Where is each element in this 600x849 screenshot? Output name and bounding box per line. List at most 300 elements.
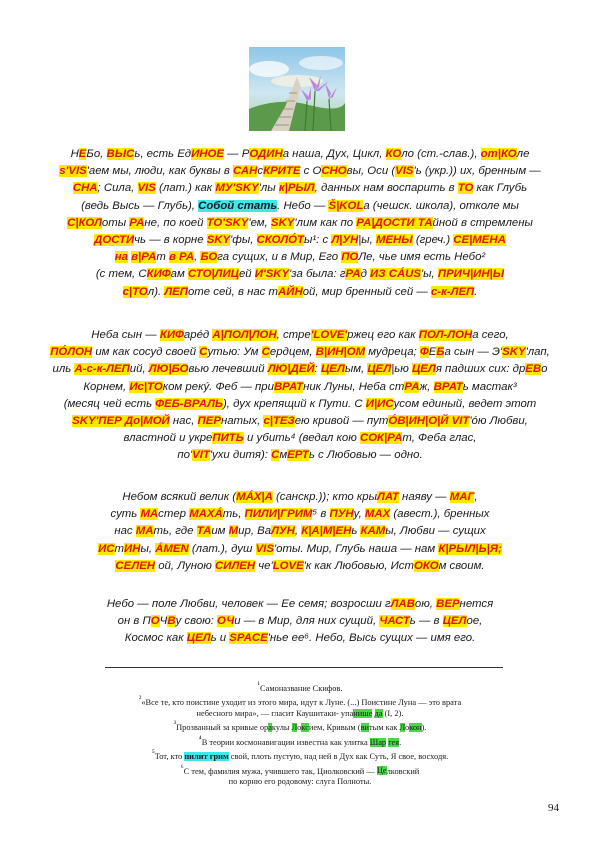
highlighted-fragment: СКОЛÓТ	[256, 234, 304, 247]
text-fragment: , данных нам воспарить в	[314, 182, 458, 195]
text-fragment: (лат.), душ	[188, 542, 256, 555]
footnote-marker: ¹	[257, 680, 261, 689]
text-fragment: л).	[147, 285, 165, 298]
text-fragment: нется	[459, 598, 494, 610]
highlighted-fragment: ПО	[341, 251, 359, 264]
poem-line	[20, 596, 580, 613]
poem-line	[20, 361, 580, 378]
text-fragment: (месяц чей есть	[63, 397, 156, 410]
text-fragment: вы, Оси (	[346, 165, 396, 178]
poem-line	[20, 506, 580, 523]
text-fragment: лковский	[386, 766, 420, 776]
highlighted-fragment: ÓВ|ИН|О|Й VIT	[388, 415, 470, 428]
highlighted-fragment: ОКО	[413, 559, 439, 572]
text-fragment: — Р	[224, 148, 250, 160]
poem-line	[20, 489, 580, 506]
highlighted-fragment: КАМ	[360, 525, 386, 538]
text-fragment: м	[279, 449, 288, 462]
footnote	[60, 777, 540, 788]
text-fragment: 'аем мы, люди, как буквы в	[86, 165, 233, 178]
poem-line	[20, 413, 580, 430]
text-fragment: Неба сын —	[91, 329, 160, 341]
text-fragment: 'ухи дитя):	[209, 449, 272, 462]
highlighted-fragment: И'SKY	[254, 268, 290, 281]
highlighted-fragment: К|РЫЛ|Ь|Я;	[438, 542, 502, 555]
text-fragment: 'ь (укр.)) их, бренным —	[413, 165, 541, 178]
highlighted-fragment: МАХÁ	[189, 508, 223, 521]
footnote	[60, 763, 540, 777]
text-fragment: йной в стремлены	[432, 216, 533, 229]
highlighted-fragment: РА|ДОСТИ ТА	[356, 216, 433, 229]
highlighted-fragment: СНА	[72, 182, 98, 195]
highlighted-fragment: ЛАВ	[390, 598, 415, 610]
highlighted-fragment: пилит грим	[184, 751, 229, 761]
text-fragment: чь — в корне	[134, 234, 207, 247]
text-fragment: ), дух крепящий к Пути. С	[222, 397, 366, 410]
text-fragment: им как сосуд своей	[92, 346, 200, 359]
footnote	[60, 748, 540, 762]
highlighted-fragment: на	[114, 251, 128, 264]
poem-stanza-4	[20, 596, 580, 648]
highlighted-fragment: Ис|ТО	[129, 380, 163, 393]
poem-stanza-3	[20, 489, 580, 575]
highlighted-fragment: с|ТЕЗ	[263, 415, 295, 428]
footnotes	[60, 680, 540, 788]
poem-line	[20, 430, 580, 447]
text-fragment: 'фы,	[230, 234, 257, 247]
text-fragment: (лат.) как	[155, 182, 216, 195]
poem-line	[20, 198, 580, 215]
text-fragment: кулы	[271, 723, 292, 733]
footnote-marker: ⁵	[151, 748, 155, 758]
highlighted-fragment: к|РЫЛ	[278, 182, 315, 195]
text-fragment: 'ы,	[421, 268, 438, 281]
text-fragment: Корнем,	[83, 380, 130, 393]
highlighted-fragment: ПУН	[329, 508, 354, 521]
text-fragment: утью: Ум	[207, 346, 262, 359]
text-fragment: :	[314, 363, 321, 376]
text-fragment: он в П	[117, 615, 151, 628]
poem-line	[20, 613, 580, 630]
highlighted-fragment: в|РА	[131, 251, 157, 264]
highlighted-fragment: ви	[360, 723, 369, 733]
highlighted-fragment: LOVE	[272, 559, 304, 572]
text-fragment: с О	[300, 165, 322, 178]
highlighted-fragment: М	[228, 525, 239, 538]
highlighted-fragment: кон	[409, 723, 422, 733]
text-fragment: как Глубь	[473, 182, 528, 195]
text-fragment: ь — в	[409, 615, 443, 628]
text-fragment: В теории космонавигации известна как улитка	[201, 737, 370, 747]
highlighted-fragment: ЦЕЛ	[320, 363, 345, 376]
text-fragment: 'оты. Мир, Глубь наша — нам	[273, 542, 439, 555]
text-fragment: иль	[52, 363, 75, 376]
highlighted-fragment: TO'SKY	[206, 216, 249, 229]
highlighted-fragment: А|ПОЛ|ЛОН	[212, 329, 277, 341]
highlighted-fragment: ЕВ	[525, 363, 542, 376]
text-fragment: тым как	[369, 723, 400, 733]
text-fragment: ий,	[129, 363, 149, 376]
highlighted-fragment: МАГ	[449, 491, 475, 503]
highlighted-fragment: МЕНЫ	[375, 234, 413, 247]
text-fragment: Небо — поле Любви, человек — Ее семя; возросши г	[106, 598, 391, 610]
highlighted-fragment: ОДИН	[249, 148, 283, 160]
highlighted-fragment: ЛУН	[271, 525, 295, 538]
text-fragment: (санскр.)); кто кры	[272, 491, 378, 503]
text-fragment: ь мастак³	[462, 380, 517, 393]
footnote	[60, 734, 540, 748]
poem-line	[20, 379, 580, 396]
highlighted-fragment: ЦЕЛ	[186, 632, 211, 645]
highlighted-fragment: С|КОЛ	[67, 216, 102, 229]
text-fragment: Космос как	[124, 632, 187, 645]
text-fragment: ь	[351, 525, 361, 538]
text-fragment: (авест.), бренных	[390, 508, 490, 521]
highlighted-fragment: РА	[404, 380, 420, 393]
highlighted-fragment: ИНОЕ	[191, 148, 224, 160]
highlighted-fragment: ЛЮ|БО	[148, 363, 189, 376]
text-fragment: м своим.	[438, 559, 485, 572]
text-fragment: усом единый, ведет этот	[393, 397, 537, 410]
poem-stanza-2	[20, 327, 580, 465]
poem-stanza-1	[20, 146, 580, 301]
highlighted-fragment: MÁX|A	[236, 491, 273, 503]
highlighted-fragment: кс	[301, 723, 309, 733]
highlighted-fragment: АЙН	[278, 285, 303, 298]
text-fragment: 'лим как по	[294, 216, 357, 229]
text-fragment: ле	[516, 148, 530, 160]
text-fragment: . Небо —	[277, 199, 329, 212]
text-fragment: о	[541, 363, 548, 376]
text-fragment: нас,	[169, 415, 198, 428]
text-fragment: Самоназвание Скифов.	[260, 683, 343, 693]
highlighted-fragment: s'VIS	[59, 165, 87, 178]
text-fragment: , стре	[276, 329, 311, 341]
text-fragment: 'нье ее⁶. Небо, Высь сущих — имя его.	[267, 632, 476, 645]
text-fragment: ердцем,	[269, 346, 316, 359]
text-fragment: Ч	[159, 615, 168, 628]
text-fragment: суть	[110, 508, 141, 521]
highlighted-fragment: СНО	[321, 165, 347, 178]
highlighted-fragment: от|КО	[480, 148, 517, 160]
text-fragment: и — в Мир, для них сущий,	[234, 615, 380, 628]
highlighted-fragment: VIS	[395, 165, 414, 178]
highlighted-fragment: ЕРТ	[287, 449, 309, 462]
text-fragment: 'к как Любовью, Ист	[303, 559, 414, 572]
text-fragment: оты	[101, 216, 130, 229]
text-fragment: ею кривой — пут	[294, 415, 389, 428]
poem-line	[20, 396, 580, 413]
highlighted-fragment: 'LOVE'	[310, 329, 348, 341]
highlighted-fragment: ЦЕЛ	[411, 363, 436, 376]
highlighted-fragment: МАХ	[364, 508, 391, 521]
text-fragment: не, по коей	[144, 216, 207, 229]
text-fragment: оте сей, в нас т	[187, 285, 279, 298]
text-fragment: ком рекý. Феб — при	[162, 380, 274, 393]
text-fragment: у,	[353, 508, 365, 521]
text-fragment: .	[399, 737, 402, 747]
poem-line	[20, 266, 580, 283]
text-fragment: га сущих, и в Мир, Его	[217, 251, 342, 264]
footnote-marker: ⁶	[180, 762, 184, 772]
highlighted-fragment: Š|KOL	[328, 199, 364, 212]
footnote-marker: ³	[173, 719, 177, 729]
text-fragment: ⁵ в	[312, 508, 330, 521]
poem-line	[20, 558, 580, 575]
text-fragment: че'	[255, 559, 273, 572]
highlighted-fragment: SKY	[270, 216, 295, 229]
page-number: 94	[548, 802, 559, 814]
text-fragment: Небом всякий велик (	[122, 491, 237, 503]
text-fragment: ым,	[344, 363, 368, 376]
highlighted-fragment: SPACE	[229, 632, 268, 645]
text-fragment: арéд	[183, 329, 213, 341]
text-fragment: а наша, Дух, Цикл,	[282, 148, 386, 160]
text-fragment: Н	[70, 148, 79, 160]
highlighted-fragment: ТО	[457, 182, 474, 195]
text-fragment: ей	[238, 268, 255, 281]
highlighted-fragment: ПÓЛОН	[50, 346, 93, 359]
highlighted-fragment: ФЕБ-ВРАЛЬ	[155, 397, 223, 410]
highlighted-fragment: ВЕР	[436, 598, 460, 610]
text-fragment: небесного мира», — гласит Каушитаки- упа	[196, 708, 354, 718]
text-fragment: а (чешск. школа), отколе мы	[363, 199, 519, 212]
text-fragment: ою,	[414, 598, 437, 610]
highlighted-fragment: И|ИС	[365, 397, 394, 410]
footnote	[60, 694, 540, 708]
text-fragment: о	[297, 723, 302, 733]
highlighted-fragment: СИЛЕН	[215, 559, 256, 572]
text-fragment: 'ем,	[248, 216, 271, 229]
text-fragment: 'лы	[258, 182, 279, 195]
text-fragment: (I, 2).	[382, 708, 404, 718]
text-fragment: ть, где	[153, 525, 197, 538]
highlighted-fragment: МА	[140, 508, 159, 521]
highlighted-fragment: ЛАТ	[377, 491, 399, 503]
text-fragment: ник Луны, Неба ст	[303, 380, 405, 393]
text-fragment: Ле, чье имя есть Небо²	[358, 251, 486, 264]
highlighted-fragment: ИН	[124, 542, 141, 555]
highlighted-fragment: Б	[436, 346, 445, 359]
highlighted-fragment: Ф	[419, 346, 429, 359]
highlighted-fragment: КО	[385, 148, 402, 160]
highlighted-fragment: ПИТЬ	[212, 432, 244, 445]
text-fragment: стер	[158, 508, 190, 521]
highlighted-fragment: КИФ	[146, 268, 171, 281]
text-fragment: им	[211, 525, 229, 538]
text-fragment: ы, Любви — сущих	[385, 525, 486, 538]
text-fragment: ием, Кривым (	[308, 723, 361, 733]
highlighted-fragment: РА	[345, 268, 361, 281]
highlighted-fragment: ÁMEN	[155, 542, 189, 555]
text-fragment: ой, мир бренный сей —	[302, 285, 431, 298]
poem-line	[20, 284, 580, 301]
highlighted-fragment: МА	[135, 525, 154, 538]
poem-line	[20, 523, 580, 540]
highlighted-fragment: ЧАСТ	[379, 615, 410, 628]
poem-line	[20, 232, 580, 249]
highlighted-fragment: ОЧ	[217, 615, 235, 628]
text-fragment: Бо,	[86, 148, 107, 160]
highlighted-fragment: VIS	[137, 182, 156, 195]
text-fragment: 'лап,	[525, 346, 550, 359]
text-fragment: я падших сих: др	[435, 363, 526, 376]
footnote	[60, 719, 540, 733]
text-fragment: натых,	[220, 415, 264, 428]
poem-line	[20, 630, 580, 647]
highlighted-fragment: Е	[78, 148, 87, 160]
poem-line	[20, 180, 580, 197]
highlighted-fragment: СОК|РА	[359, 432, 403, 445]
poem-line	[20, 163, 580, 180]
text-fragment: мудреца;	[365, 346, 420, 359]
text-fragment: |ью	[391, 363, 412, 376]
highlighted-fragment: с|ТО	[122, 285, 148, 298]
highlighted-fragment: ЛЮ|ДЕЙ	[267, 363, 315, 376]
text-fragment: Тот, кто	[154, 751, 185, 761]
text-fragment: ; Сила,	[97, 182, 138, 195]
highlighted-fragment: СТО|ЛИЦ	[187, 268, 239, 281]
text-fragment: ло (ст.-слав.),	[401, 148, 481, 160]
highlighted-fragment: КИФ	[159, 329, 184, 341]
footnote-separator	[105, 667, 503, 668]
highlighted-fragment: Собой стать	[198, 199, 278, 212]
text-fragment: ж,	[419, 380, 434, 393]
highlighted-fragment: В	[167, 615, 176, 628]
text-fragment: у свою:	[175, 615, 218, 628]
text-fragment: (с тем, С	[95, 268, 147, 281]
text-fragment: ь, есть Ед	[134, 148, 192, 160]
text-fragment: ь и	[210, 632, 230, 645]
highlighted-fragment: ЦЕЛ	[367, 363, 392, 376]
text-fragment: наяву —	[398, 491, 450, 503]
text-fragment: ).	[421, 723, 427, 733]
highlighted-fragment: РА	[129, 216, 145, 229]
highlighted-fragment: ЦЕЛ	[442, 615, 467, 628]
text-fragment: ы,	[140, 542, 156, 555]
highlighted-fragment: Л	[399, 723, 405, 733]
highlighted-fragment: Л	[291, 723, 298, 733]
text-fragment: 'за была: г	[289, 268, 346, 281]
highlighted-fragment: ВРАТ	[273, 380, 304, 393]
highlighted-fragment: нише	[353, 708, 373, 718]
highlighted-fragment: SKY	[502, 346, 526, 359]
footnote	[60, 709, 540, 720]
text-fragment: (греч.)	[412, 234, 454, 247]
text-fragment: ир, Ва	[238, 525, 272, 538]
highlighted-fragment: МУ'SKY	[215, 182, 259, 195]
highlighted-fragment: С	[261, 346, 270, 359]
poem-line	[20, 447, 580, 464]
highlighted-fragment: ИС	[98, 542, 115, 555]
text-fragment: д	[360, 268, 371, 281]
highlighted-fragment: VIS	[255, 542, 274, 555]
highlighted-fragment: С	[199, 346, 208, 359]
text-fragment: С тем, фамилия мужа, учившего так, Циолковский —	[183, 766, 377, 776]
highlighted-fragment: ДОСТИ	[94, 234, 135, 247]
highlighted-fragment: КРИТЕ	[263, 165, 301, 178]
text-fragment: а сего,	[472, 329, 509, 341]
text-fragment: ам	[170, 268, 188, 281]
text-fragment: Прозванный за кривые ор	[176, 723, 269, 733]
highlighted-fragment: а	[268, 723, 272, 733]
text-fragment: ы¹: с	[303, 234, 332, 247]
highlighted-fragment: СЕ|МЕНА	[453, 234, 506, 247]
highlighted-fragment: САН	[232, 165, 258, 178]
text-fragment: ь с Любовью — одно.	[308, 449, 423, 462]
highlighted-fragment: SKY'ПЕР До|МОЙ	[72, 415, 170, 428]
highlighted-fragment: ПИЛИ|ГРИМ	[244, 508, 313, 521]
text-fragment: ржец его как	[347, 329, 419, 341]
highlighted-fragment: К|А|М|ЕН	[301, 525, 352, 538]
poem-line	[20, 249, 580, 266]
highlighted-fragment: А-с-к-ЛЕП	[74, 363, 130, 376]
text-fragment: о	[405, 723, 410, 733]
text-fragment: ,	[294, 525, 302, 538]
poem-line	[20, 215, 580, 232]
highlighted-fragment: БО	[200, 251, 218, 264]
text-fragment: 'óю Любви,	[469, 415, 528, 428]
text-fragment: по'	[177, 449, 193, 462]
highlighted-fragment: Шар	[369, 737, 387, 747]
footnote-marker: ²	[138, 694, 142, 704]
highlighted-fragment: ТА	[196, 525, 212, 538]
text-fragment: .	[474, 285, 478, 298]
highlighted-fragment: VIT	[192, 449, 210, 462]
stairs-to-sky-with-flowers-illustration	[249, 47, 345, 131]
highlighted-fragment: СЕЛЕН	[115, 559, 156, 572]
poem-line	[20, 344, 580, 361]
highlighted-fragment: В|ИН|ОМ	[315, 346, 366, 359]
text-fragment: ое,	[466, 615, 483, 628]
highlighted-fragment: ВЫС	[106, 148, 135, 160]
highlighted-fragment: Це	[376, 766, 387, 776]
poem-line	[20, 146, 580, 163]
text-fragment: «Все те, кто поистине уходит из этого мира, идут к Луне. (...) Поистине Луна — это врата	[141, 698, 462, 708]
highlighted-fragment: ЛЕП	[164, 285, 188, 298]
text-fragment: т, Феба глас,	[402, 432, 477, 445]
text-fragment: Е	[428, 346, 437, 359]
highlighted-fragment: С	[271, 449, 280, 462]
highlighted-fragment: SKY	[206, 234, 231, 247]
highlighted-fragment: О	[150, 615, 160, 628]
highlighted-fragment: с-к-ЛЕП	[430, 285, 475, 298]
text-fragment: ,	[474, 491, 478, 503]
text-fragment: ть,	[222, 508, 245, 521]
text-fragment: ой, Луною	[155, 559, 216, 572]
text-fragment: свой, плоть пустую, над ней в Дух как Суть, Я свое, восходя.	[228, 751, 449, 761]
text-fragment: и убить⁴ (ведал кою	[243, 432, 360, 445]
text-fragment: вью лечевший	[188, 363, 268, 376]
highlighted-fragment: гея	[388, 737, 400, 747]
text-fragment: по корню его родовому: слуга Полноты.	[228, 776, 372, 786]
highlighted-fragment: да	[374, 708, 383, 718]
text-fragment: с	[257, 165, 264, 178]
text-fragment: нас	[114, 525, 136, 538]
highlighted-fragment: ПРИЧ|ИН|Ы	[437, 268, 505, 281]
text-fragment: властной и укре	[123, 432, 213, 445]
text-fragment: т	[114, 542, 125, 555]
text-fragment: а сын — Э'	[444, 346, 503, 359]
highlighted-fragment: Л|УН	[331, 234, 359, 247]
text-fragment: (ведь Высь — Глубь),	[81, 199, 199, 212]
highlighted-fragment: ПЕР	[197, 415, 221, 428]
highlighted-fragment: ПОЛ-ЛОН	[418, 329, 473, 341]
footnote	[60, 680, 540, 694]
text-fragment: т	[156, 251, 169, 264]
highlighted-fragment: ИЗ CÁUS	[370, 268, 421, 281]
poem-line	[20, 541, 580, 558]
